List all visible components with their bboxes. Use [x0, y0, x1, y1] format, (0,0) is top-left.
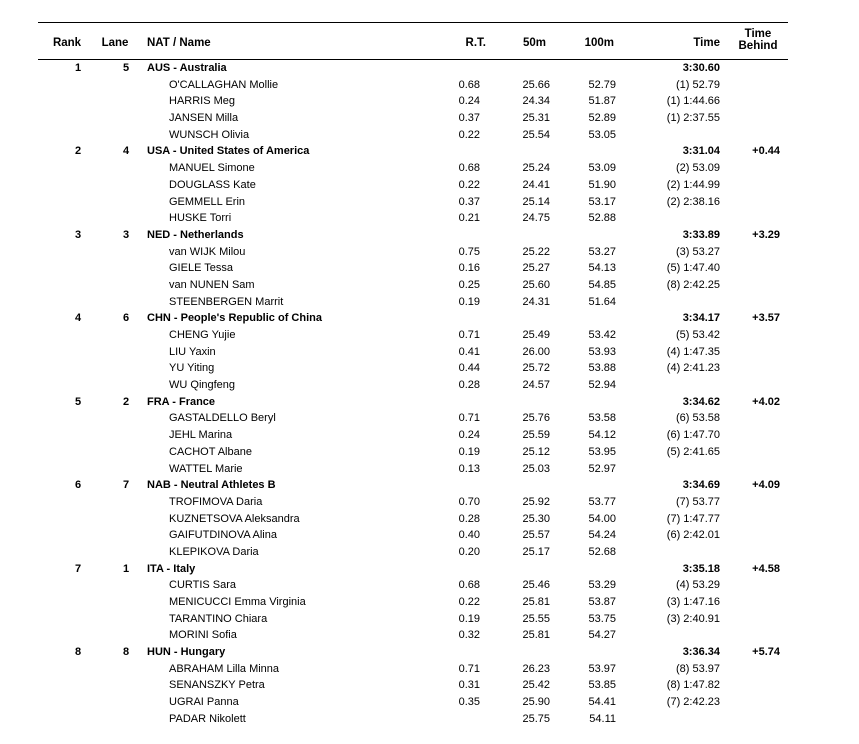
swimmer-cumulative-split: (6) 2:42.01 — [666, 529, 720, 542]
swimmer-100m-time: 53.42 — [588, 329, 616, 341]
swimmer-50m-split: 24.57 — [522, 379, 550, 392]
swimmer-reaction-time: 0.22 — [458, 596, 480, 608]
swimmer-reaction-time: 0.75 — [458, 245, 480, 258]
swimmer-50m-split: 25.31 — [522, 112, 550, 125]
swimmer-name: UGRAI Panna — [169, 696, 239, 709]
swimmer-50m-split: 25.03 — [522, 462, 550, 475]
swimmer-row — [38, 527, 788, 544]
swimmer-reaction-time: 0.44 — [458, 362, 480, 375]
team-nation: USA - United States of America — [147, 145, 310, 158]
swimmer-100m-time: 53.75 — [588, 612, 616, 625]
swimmer-100m-time: 54.12 — [588, 429, 616, 442]
swimmer-name: PADAR Nikolett — [169, 712, 246, 725]
swimmer-100m-time: 53.58 — [588, 412, 616, 425]
team-time-behind: +3.29 — [752, 228, 780, 241]
team-rank: 3 — [74, 228, 82, 241]
swimmer-cumulative-split: (2) 2:38.16 — [666, 195, 720, 208]
swimmer-100m-time: 53.85 — [588, 679, 616, 692]
swimmer-50m-split: 25.90 — [522, 696, 550, 709]
swimmer-name: WATTEL Marie — [169, 462, 243, 475]
swimmer-50m-split: 25.49 — [522, 329, 550, 341]
swimmer-name: CACHOT Albane — [169, 445, 252, 458]
swimmer-100m-time: 54.27 — [588, 629, 616, 642]
swimmer-reaction-time: 0.13 — [458, 462, 480, 475]
team-nation: FRA - France — [147, 395, 216, 408]
team-lane: 2 — [122, 395, 130, 408]
team-lane: 7 — [122, 479, 130, 492]
swimmer-100m-time: 53.87 — [588, 596, 616, 608]
swimmer-row — [38, 260, 788, 277]
swimmer-reaction-time: 0.37 — [458, 195, 480, 208]
team-time: 3:31.04 — [682, 145, 720, 158]
swimmer-name: JANSEN Milla — [169, 112, 239, 125]
swimmer-name: GASTALDELLO Beryl — [169, 412, 276, 425]
swimmer-row — [38, 177, 788, 194]
swimmer-100m-time: 53.29 — [588, 579, 616, 592]
swimmer-row — [38, 194, 788, 211]
swimmer-cumulative-split: (6) 53.58 — [675, 412, 720, 425]
swimmer-50m-split: 25.55 — [522, 612, 550, 625]
swimmer-50m-split: 26.00 — [522, 345, 550, 358]
swimmer-row — [38, 210, 788, 227]
team-row — [38, 143, 788, 160]
swimmer-cumulative-split: (2) 53.09 — [675, 162, 720, 175]
swimmer-50m-split: 25.59 — [522, 429, 550, 442]
swimmer-50m-split: 24.75 — [522, 212, 550, 225]
swimmer-reaction-time: 0.68 — [458, 162, 480, 175]
team-lane: 6 — [122, 312, 130, 325]
swimmer-name: KLEPIKOVA Daria — [169, 545, 259, 558]
swimmer-50m-split: 25.30 — [522, 512, 550, 525]
swimmer-100m-time: 53.09 — [588, 162, 616, 175]
team-rank: 6 — [74, 479, 82, 492]
swimmer-row — [38, 494, 788, 511]
swimmer-reaction-time: 0.28 — [458, 379, 480, 392]
team-time-behind: +5.74 — [752, 646, 780, 659]
swimmer-row — [38, 444, 788, 461]
swimmer-100m-time: 54.24 — [588, 529, 616, 542]
swimmer-cumulative-split: (8) 1:47.82 — [666, 679, 720, 692]
team-lane: 5 — [122, 62, 130, 74]
swimmer-100m-time: 53.97 — [588, 662, 616, 675]
swimmer-50m-split: 25.75 — [522, 712, 550, 725]
swimmer-name: SENANSZKY Petra — [169, 679, 265, 692]
team-nation: ITA - Italy — [147, 562, 196, 575]
swimmer-50m-split: 25.14 — [522, 195, 550, 208]
swimmer-name: MANUEL Simone — [169, 162, 255, 175]
swimmer-cumulative-split: (8) 53.97 — [675, 662, 720, 675]
swimmer-100m-time: 53.95 — [588, 445, 616, 458]
swimmer-row — [38, 360, 788, 377]
swimmer-100m-time: 51.87 — [588, 95, 616, 108]
swimmer-cumulative-split: (7) 1:47.77 — [666, 512, 720, 525]
swimmer-50m-split: 24.31 — [522, 295, 550, 308]
swimmer-100m-time: 54.00 — [588, 512, 616, 525]
swimmer-100m-time: 53.93 — [588, 345, 616, 358]
swimmer-row — [38, 77, 788, 94]
swimmer-name: YU Yiting — [169, 362, 215, 375]
team-lane: 8 — [122, 646, 130, 659]
swimmer-reaction-time: 0.32 — [458, 629, 480, 642]
team-rank: 1 — [74, 62, 82, 74]
swimmer-50m-split: 25.81 — [522, 629, 550, 642]
team-lane: 1 — [122, 562, 130, 575]
swimmer-50m-split: 25.60 — [522, 278, 550, 291]
team-row — [38, 394, 788, 411]
team-row — [38, 477, 788, 494]
swimmer-row — [38, 661, 788, 678]
team-nation: CHN - People's Republic of China — [147, 312, 322, 325]
swimmer-reaction-time: 0.28 — [458, 512, 480, 525]
swimmer-cumulative-split: (1) 1:44.66 — [666, 95, 720, 108]
swimmer-name: CURTIS Sara — [169, 579, 237, 592]
swimmer-cumulative-split: (1) 2:37.55 — [666, 112, 720, 125]
team-time-behind: +4.02 — [752, 395, 780, 408]
swimmer-row — [38, 377, 788, 394]
team-rank: 4 — [74, 312, 82, 325]
swimmer-name: WUNSCH Olivia — [169, 128, 250, 141]
team-row — [38, 561, 788, 578]
swimmer-reaction-time: 0.35 — [458, 696, 480, 709]
swimmer-50m-split: 25.57 — [522, 529, 550, 542]
swimmer-reaction-time: 0.20 — [458, 545, 480, 558]
team-nation: AUS - Australia — [147, 62, 227, 74]
swimmer-50m-split: 25.24 — [522, 162, 550, 175]
swimmer-row — [38, 327, 788, 344]
swimmer-name: STEENBERGEN Marrit — [169, 295, 284, 308]
swimmer-100m-time: 53.17 — [588, 195, 616, 208]
swimmer-name: LIU Yaxin — [169, 345, 216, 358]
swimmer-row — [38, 294, 788, 311]
table-header — [38, 22, 788, 60]
swimmer-name: HUSKE Torri — [169, 212, 232, 225]
swimmer-row — [38, 544, 788, 561]
swimmer-name: GEMMELL Erin — [169, 195, 246, 208]
swimmer-50m-split: 25.22 — [522, 245, 550, 258]
team-time-behind: +4.09 — [752, 479, 780, 492]
swimmer-cumulative-split: (7) 53.77 — [675, 495, 720, 508]
swimmer-cumulative-split: (8) 2:42.25 — [666, 278, 720, 291]
swimmer-50m-split: 25.76 — [522, 412, 550, 425]
swimmer-row — [38, 627, 788, 644]
header-100m: 100m — [584, 37, 614, 49]
swimmer-reaction-time: 0.31 — [458, 679, 480, 692]
team-rank: 7 — [74, 562, 82, 575]
team-rank: 8 — [74, 646, 82, 659]
swimmer-reaction-time: 0.24 — [458, 95, 480, 108]
team-row — [38, 227, 788, 244]
swimmer-50m-split: 25.92 — [522, 495, 550, 508]
swimmer-name: van NUNEN Sam — [169, 278, 255, 291]
team-time: 3:30.60 — [682, 62, 720, 74]
swimmer-100m-time: 54.41 — [588, 696, 616, 709]
swimmer-100m-time: 52.94 — [588, 379, 616, 392]
swimmer-50m-split: 25.42 — [522, 679, 550, 692]
swimmer-name: CHENG Yujie — [169, 329, 236, 341]
swimmer-reaction-time: 0.19 — [458, 612, 480, 625]
swimmer-name: GIELE Tessa — [169, 262, 233, 275]
swimmer-cumulative-split: (5) 2:41.65 — [666, 445, 720, 458]
swimmer-row — [38, 611, 788, 628]
swimmer-row — [38, 277, 788, 294]
swimmer-reaction-time: 0.22 — [458, 178, 480, 191]
swimmer-50m-split: 25.66 — [522, 78, 550, 91]
swimmer-100m-time: 52.68 — [588, 545, 616, 558]
swimmer-reaction-time: 0.25 — [458, 278, 480, 291]
swimmer-cumulative-split: (1) 52.79 — [675, 78, 720, 91]
swimmer-100m-time: 53.27 — [588, 245, 616, 258]
swimmer-name: GAIFUTDINOVA Alina — [169, 529, 277, 542]
header-rank: Rank — [52, 37, 82, 49]
header-time: Time — [693, 37, 720, 49]
swimmer-100m-time: 54.13 — [588, 262, 616, 275]
swimmer-name: KUZNETSOVA Aleksandra — [169, 512, 300, 525]
swimmer-50m-split: 24.34 — [522, 95, 550, 108]
swimmer-name: HARRIS Meg — [169, 95, 236, 108]
header-time-behind-line2: Behind — [738, 40, 778, 52]
swimmer-cumulative-split: (5) 53.42 — [675, 329, 720, 341]
team-time: 3:34.69 — [682, 479, 720, 492]
swimmer-reaction-time: 0.21 — [458, 212, 480, 225]
swimmer-cumulative-split: (3) 2:40.91 — [666, 612, 720, 625]
swimmer-reaction-time: 0.19 — [458, 445, 480, 458]
team-time: 3:33.89 — [682, 228, 720, 241]
swimmer-50m-split: 25.12 — [522, 445, 550, 458]
swimmer-name: O'CALLAGHAN Mollie — [169, 78, 279, 91]
team-lane: 4 — [122, 145, 130, 158]
swimmer-cumulative-split: (4) 53.29 — [675, 579, 720, 592]
swimmer-100m-time: 52.89 — [588, 112, 616, 125]
team-row — [38, 644, 788, 661]
team-time: 3:34.62 — [682, 395, 720, 408]
team-time: 3:35.18 — [682, 562, 720, 575]
swimmer-name: DOUGLASS Kate — [169, 178, 256, 191]
swimmer-row — [38, 344, 788, 361]
swimmer-row — [38, 244, 788, 261]
swimmer-50m-split: 25.27 — [522, 262, 550, 275]
header-time-behind — [733, 28, 783, 52]
swimmer-row — [38, 427, 788, 444]
header-time-behind-line1: Time — [744, 28, 772, 40]
header-reaction-time: R.T. — [465, 37, 486, 49]
team-row — [38, 60, 788, 77]
swimmer-name: ABRAHAM Lilla Minna — [169, 662, 280, 675]
swimmer-cumulative-split: (6) 1:47.70 — [666, 429, 720, 442]
header-name: NAT / Name — [147, 37, 211, 49]
swimmer-row — [38, 127, 788, 144]
team-nation: NED - Netherlands — [147, 228, 244, 241]
swimmer-row — [38, 694, 788, 711]
team-time-behind: +3.57 — [752, 312, 780, 325]
swimmer-row — [38, 677, 788, 694]
swimmer-cumulative-split: (4) 2:41.23 — [666, 362, 720, 375]
header-lane: Lane — [101, 37, 129, 49]
swimmer-reaction-time: 0.22 — [458, 128, 480, 141]
swimmer-name: WU Qingfeng — [169, 379, 236, 392]
swimmer-reaction-time: 0.68 — [458, 78, 480, 91]
swimmer-row — [38, 511, 788, 528]
swimmer-row — [38, 110, 788, 127]
swimmer-reaction-time: 0.68 — [458, 579, 480, 592]
results-sheet — [38, 22, 788, 728]
swimmer-100m-time: 51.90 — [588, 178, 616, 191]
team-row — [38, 310, 788, 327]
swimmer-50m-split: 25.46 — [522, 579, 550, 592]
team-time: 3:36.34 — [682, 646, 720, 659]
swimmer-100m-time: 52.88 — [588, 212, 616, 225]
swimmer-row — [38, 577, 788, 594]
swimmer-100m-time: 52.97 — [588, 462, 616, 475]
swimmer-50m-split: 25.54 — [522, 128, 550, 141]
swimmer-cumulative-split: (3) 53.27 — [675, 245, 720, 258]
swimmer-row — [38, 93, 788, 110]
swimmer-name: JEHL Marina — [169, 429, 233, 442]
swimmer-50m-split: 25.72 — [522, 362, 550, 375]
team-lane: 3 — [122, 228, 130, 241]
team-time-behind: +0.44 — [752, 145, 780, 158]
swimmer-cumulative-split: (7) 2:42.23 — [666, 696, 720, 709]
swimmer-reaction-time: 0.70 — [458, 495, 480, 508]
swimmer-name: TROFIMOVA Daria — [169, 495, 263, 508]
team-nation: HUN - Hungary — [147, 646, 226, 659]
team-nation: NAB - Neutral Athletes B — [147, 479, 276, 492]
swimmer-reaction-time: 0.16 — [458, 262, 480, 275]
swimmer-50m-split: 25.17 — [522, 545, 550, 558]
team-rank: 2 — [74, 145, 82, 158]
swimmer-name: MORINI Sofia — [169, 629, 237, 642]
swimmer-row — [38, 461, 788, 478]
swimmer-reaction-time: 0.71 — [458, 329, 480, 341]
team-rank: 5 — [74, 395, 82, 408]
swimmer-100m-time: 53.05 — [588, 128, 616, 141]
team-time-behind: +4.58 — [752, 562, 780, 575]
swimmer-cumulative-split: (5) 1:47.40 — [666, 262, 720, 275]
swimmer-100m-time: 54.85 — [588, 278, 616, 291]
swimmer-100m-time: 53.88 — [588, 362, 616, 375]
swimmer-50m-split: 24.41 — [522, 178, 550, 191]
swimmer-reaction-time: 0.37 — [458, 112, 480, 125]
swimmer-reaction-time: 0.71 — [458, 662, 480, 675]
swimmer-reaction-time: 0.41 — [458, 345, 480, 358]
results-body — [38, 60, 788, 728]
swimmer-100m-time: 52.79 — [588, 78, 616, 91]
team-time: 3:34.17 — [682, 312, 720, 325]
swimmer-name: TARANTINO Chiara — [169, 612, 268, 625]
swimmer-50m-split: 26.23 — [522, 662, 550, 675]
swimmer-100m-time: 51.64 — [588, 295, 616, 308]
swimmer-50m-split: 25.81 — [522, 596, 550, 608]
swimmer-cumulative-split: (4) 1:47.35 — [666, 345, 720, 358]
swimmer-cumulative-split: (2) 1:44.99 — [666, 178, 720, 191]
swimmer-reaction-time: 0.40 — [458, 529, 480, 542]
swimmer-100m-time: 53.77 — [588, 495, 616, 508]
header-50m: 50m — [522, 37, 546, 49]
swimmer-name: van WIJK Milou — [169, 245, 246, 258]
swimmer-reaction-time: 0.71 — [458, 412, 480, 425]
swimmer-row — [38, 160, 788, 177]
swimmer-reaction-time: 0.24 — [458, 429, 480, 442]
swimmer-row — [38, 711, 788, 728]
swimmer-row — [38, 594, 788, 611]
swimmer-row — [38, 410, 788, 427]
swimmer-100m-time: 54.11 — [589, 712, 616, 725]
swimmer-reaction-time: 0.19 — [458, 295, 480, 308]
swimmer-cumulative-split: (3) 1:47.16 — [666, 596, 720, 608]
swimmer-name: MENICUCCI Emma Virginia — [169, 596, 306, 608]
